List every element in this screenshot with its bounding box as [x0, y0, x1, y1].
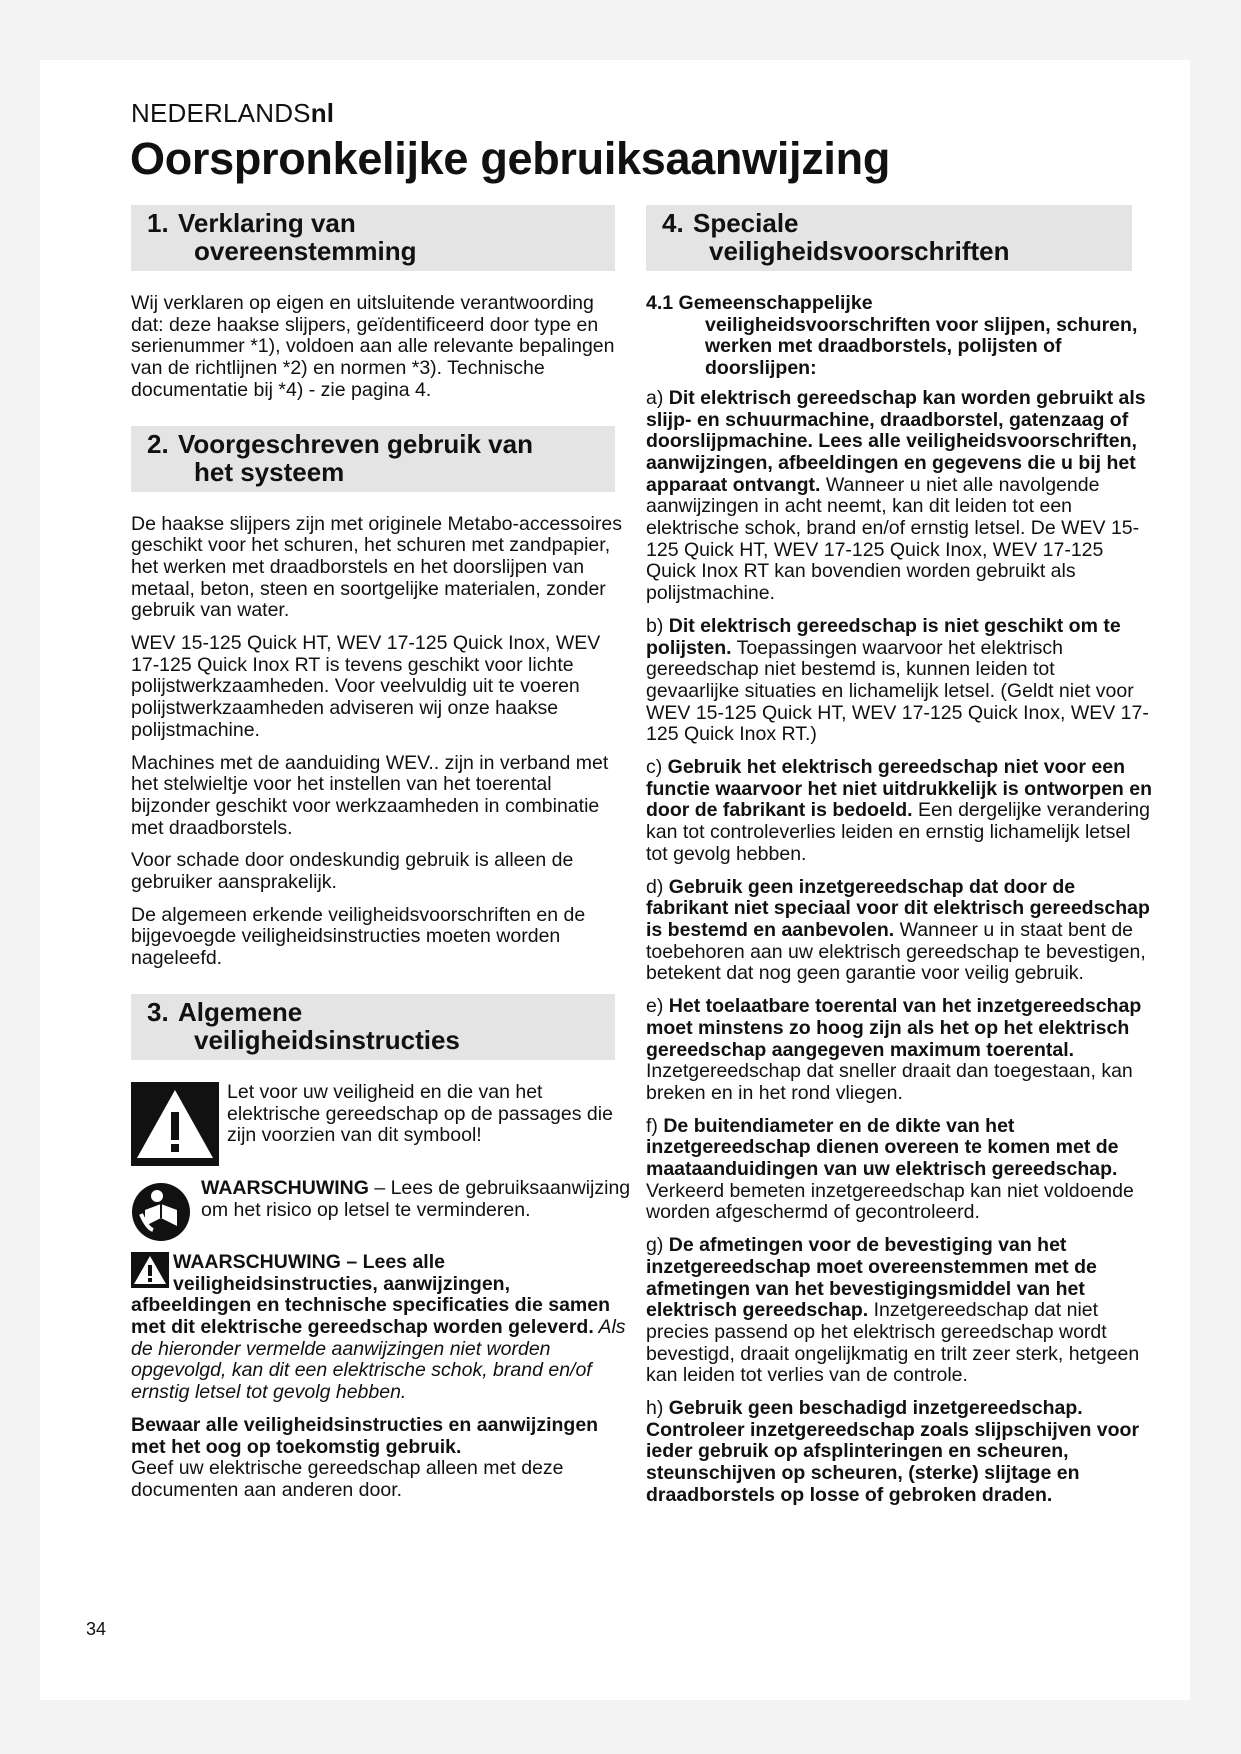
safety-item: a) Dit elektrisch gereedschap kan worden gebruikt als slijp- en schuurmachine, draadborstel, gatenzaag of doorslijpmachine. Lees alle veiligheidsvoorschriften, aanwijzingen, afbeeldingen en gegevens die u bij het apparaat ontvangt. Wanneer u niet alle navolgende aanwijzingen in acht neemt, kan dit leiden tot een elektrische schok, brand en/of ernstig letsel. De WEV 15-125 Quick HT, WEV 17-125 Quick Inox, WEV 17-125 Quick Inox RT kan bovendien worden gebruikt als polijstmachine. — [646, 386, 1146, 605]
section-3-heading: 3. Algemene veiligheidsinstructies — [131, 994, 615, 1060]
section-2-paragraph: Voor schade door ondeskundig gebruik is alleen de gebruiker aansprakelijk. — [131, 849, 574, 894]
safety-item: h) Gebruik geen beschadigd inzetgereedschap. Controleer inzetgereedschap zoals slijpschijven voor ieder gebruik op afsplinteringen en scheuren, steunschijven op scheuren, (sterke) slijtage en draadborstels op losse of gebroken draden. — [646, 1397, 1140, 1506]
safety-item: f) De buitendiameter en de dikte van het inzetgereedschap dienen overeen te komen met de maataanduidingen van uw elektrisch gereedschap. Verkeerd bemeten inzetgereedschap kan niet voldoende worden afgeschermd of gecontroleerd. — [646, 1114, 1134, 1224]
small-warning-icon — [131, 1252, 169, 1288]
subsection-4-1-heading: 4.1 Gemeenschappelijke veiligheidsvoorschriften voor slijpen, schuren, werken met draadborstels, polijsten of doorslijpen: — [646, 292, 1138, 380]
safety-item: d) Gebruik geen inzetgereedschap dat door de fabrikant niet speciaal voor dit elektrisch gereedschap is bestemd en aanbevolen. Wanneer u in staat bent de toebehoren aan uw elektrisch gereedschap te bevestigen, betekent dat nog geen garantie voor veilig gebruik. — [646, 875, 1150, 985]
section-1-text: Wij verklaren op eigen en uitsluitende verantwoording dat: deze haakse slijpers, geïdentificeerd door type en serienummer *1), voldoen aan alle relevante bepalingen van de richtlijnen *2) en normen *3). Technische documentatie bij *4) - zie pagina 4. — [131, 292, 615, 401]
section-2-paragraph: De haakse slijpers zijn met originele Metabo-accessoires geschikt voor het schuren, het schuren met zandpapier, het werken met draadborstels en het doorslijpen van metaal, beton, steen en soortgelijke materialen, zonder gebruik van water. — [131, 512, 622, 622]
section-2-paragraph: Machines met de aanduiding WEV.. zijn in verband met het stelwieltje voor het instellen van het toerental bijzonder geschikt voor werkzaamheden in combinatie met draadborstels. — [131, 751, 609, 839]
language-label: NEDERLANDSnl — [131, 98, 335, 128]
safety-item: g) De afmetingen voor de bevestiging van het inzetgereedschap moet overeenstemmen met de afmetingen van het bevestigingsmiddel van het elektrisch gereedschap. Inzetgereedschap dat niet precies passend op het elektrisch gereedschap wordt bevestigd, draait ongelijkmatig en trilt zeer sterk, hetgeen kan leiden tot verlies van de controle. — [646, 1234, 1140, 1387]
left-column — [131, 205, 631, 1513]
section-2-paragraph: De algemeen erkende veiligheidsvoorschriften en de bijgevoegde veiligheidsinstructies moeten worden nageleefd. — [131, 903, 586, 970]
warning-label: WAARSCHUWING — [201, 1176, 369, 1199]
symbol-note: Let voor uw veiligheid en die van het elektrische gereedschap op de passages die zijn voorzien van dit symbool! — [131, 1082, 631, 1166]
page-number: 34 — [86, 1619, 107, 1639]
right-column — [646, 205, 1152, 1518]
safety-item: c) Gebruik het elektrisch gereedschap niet voor een functie waarvoor het niet uitdrukkelijk is ontworpen en door de fabrikant is bedoeld. Een dergelijke verandering kan tot controleverlies leiden en ernstig lichamelijk letsel tot gevolg hebben. — [646, 756, 1153, 865]
section-2-paragraph: WEV 15-125 Quick HT, WEV 17-125 Quick Inox, WEV 17-125 Quick Inox RT is tevens geschikt voor lichte polijstwerkzaamheden. Voor veelvuldig uit te voeren polijstwerkzaamheden adviseren wij onze haakse polijstmachine. — [131, 632, 601, 741]
warning-triangle-icon — [131, 1082, 219, 1166]
keep-instructions: Bewaar alle veiligheidsinstructies en aanwijzingen met het oog op toekomstig gebruik. Geef uw elektrische gereedschap alleen met deze documenten aan anderen door. — [131, 1413, 599, 1501]
read-manual-icon — [131, 1182, 191, 1242]
general-warning: WAARSCHUWING – Lees alle veiligheidsinstructies, aanwijzingen, afbeeldingen en technische specificaties die samen met dit elektrische gereedschap worden geleverd. Als de hieronder vermelde aanwijzingen niet worden opgevolgd, kan dit een elektrische schok, brand en/of ernstig letsel tot gevolg hebben. — [131, 1250, 626, 1404]
language-code: nl — [310, 98, 335, 128]
page-title: Oorspronkelijke gebruiksaanwijzing — [130, 133, 891, 184]
section-2-heading: 2. Voorgeschreven gebruik van het systeem — [131, 426, 615, 492]
safety-items-list — [646, 388, 1152, 1507]
safety-item: e) Het toelaatbare toerental van het inzetgereedschap moet minstens zo hoog zijn als het op het elektrisch gereedschap aangegeven maximum toerental. Inzetgereedschap dat sneller draait dan toegestaan, kan breken en in het rond vliegen. — [646, 995, 1142, 1104]
section-4-heading: 4. Speciale veiligheidsvoorschriften — [646, 205, 1132, 271]
section-1-heading: 1. Verklaring van overeenstemming — [131, 205, 615, 271]
safety-item: b) Dit elektrisch gereedschap is niet geschikt om te polijsten. Toepassingen waarvoor het elektrisch gereedschap niet bestemd is, kunnen leiden tot gevaarlijke situaties en lichamelijk letsel. (Geldt niet voor WEV 15-125 Quick HT, WEV 17-125 Quick Inox, WEV 17-125 Quick Inox RT.) — [646, 614, 1149, 746]
read-manual-warning: WAARSCHUWING – Lees de gebruiksaanwijzing om het risico op letsel te verminderen. — [131, 1178, 631, 1242]
